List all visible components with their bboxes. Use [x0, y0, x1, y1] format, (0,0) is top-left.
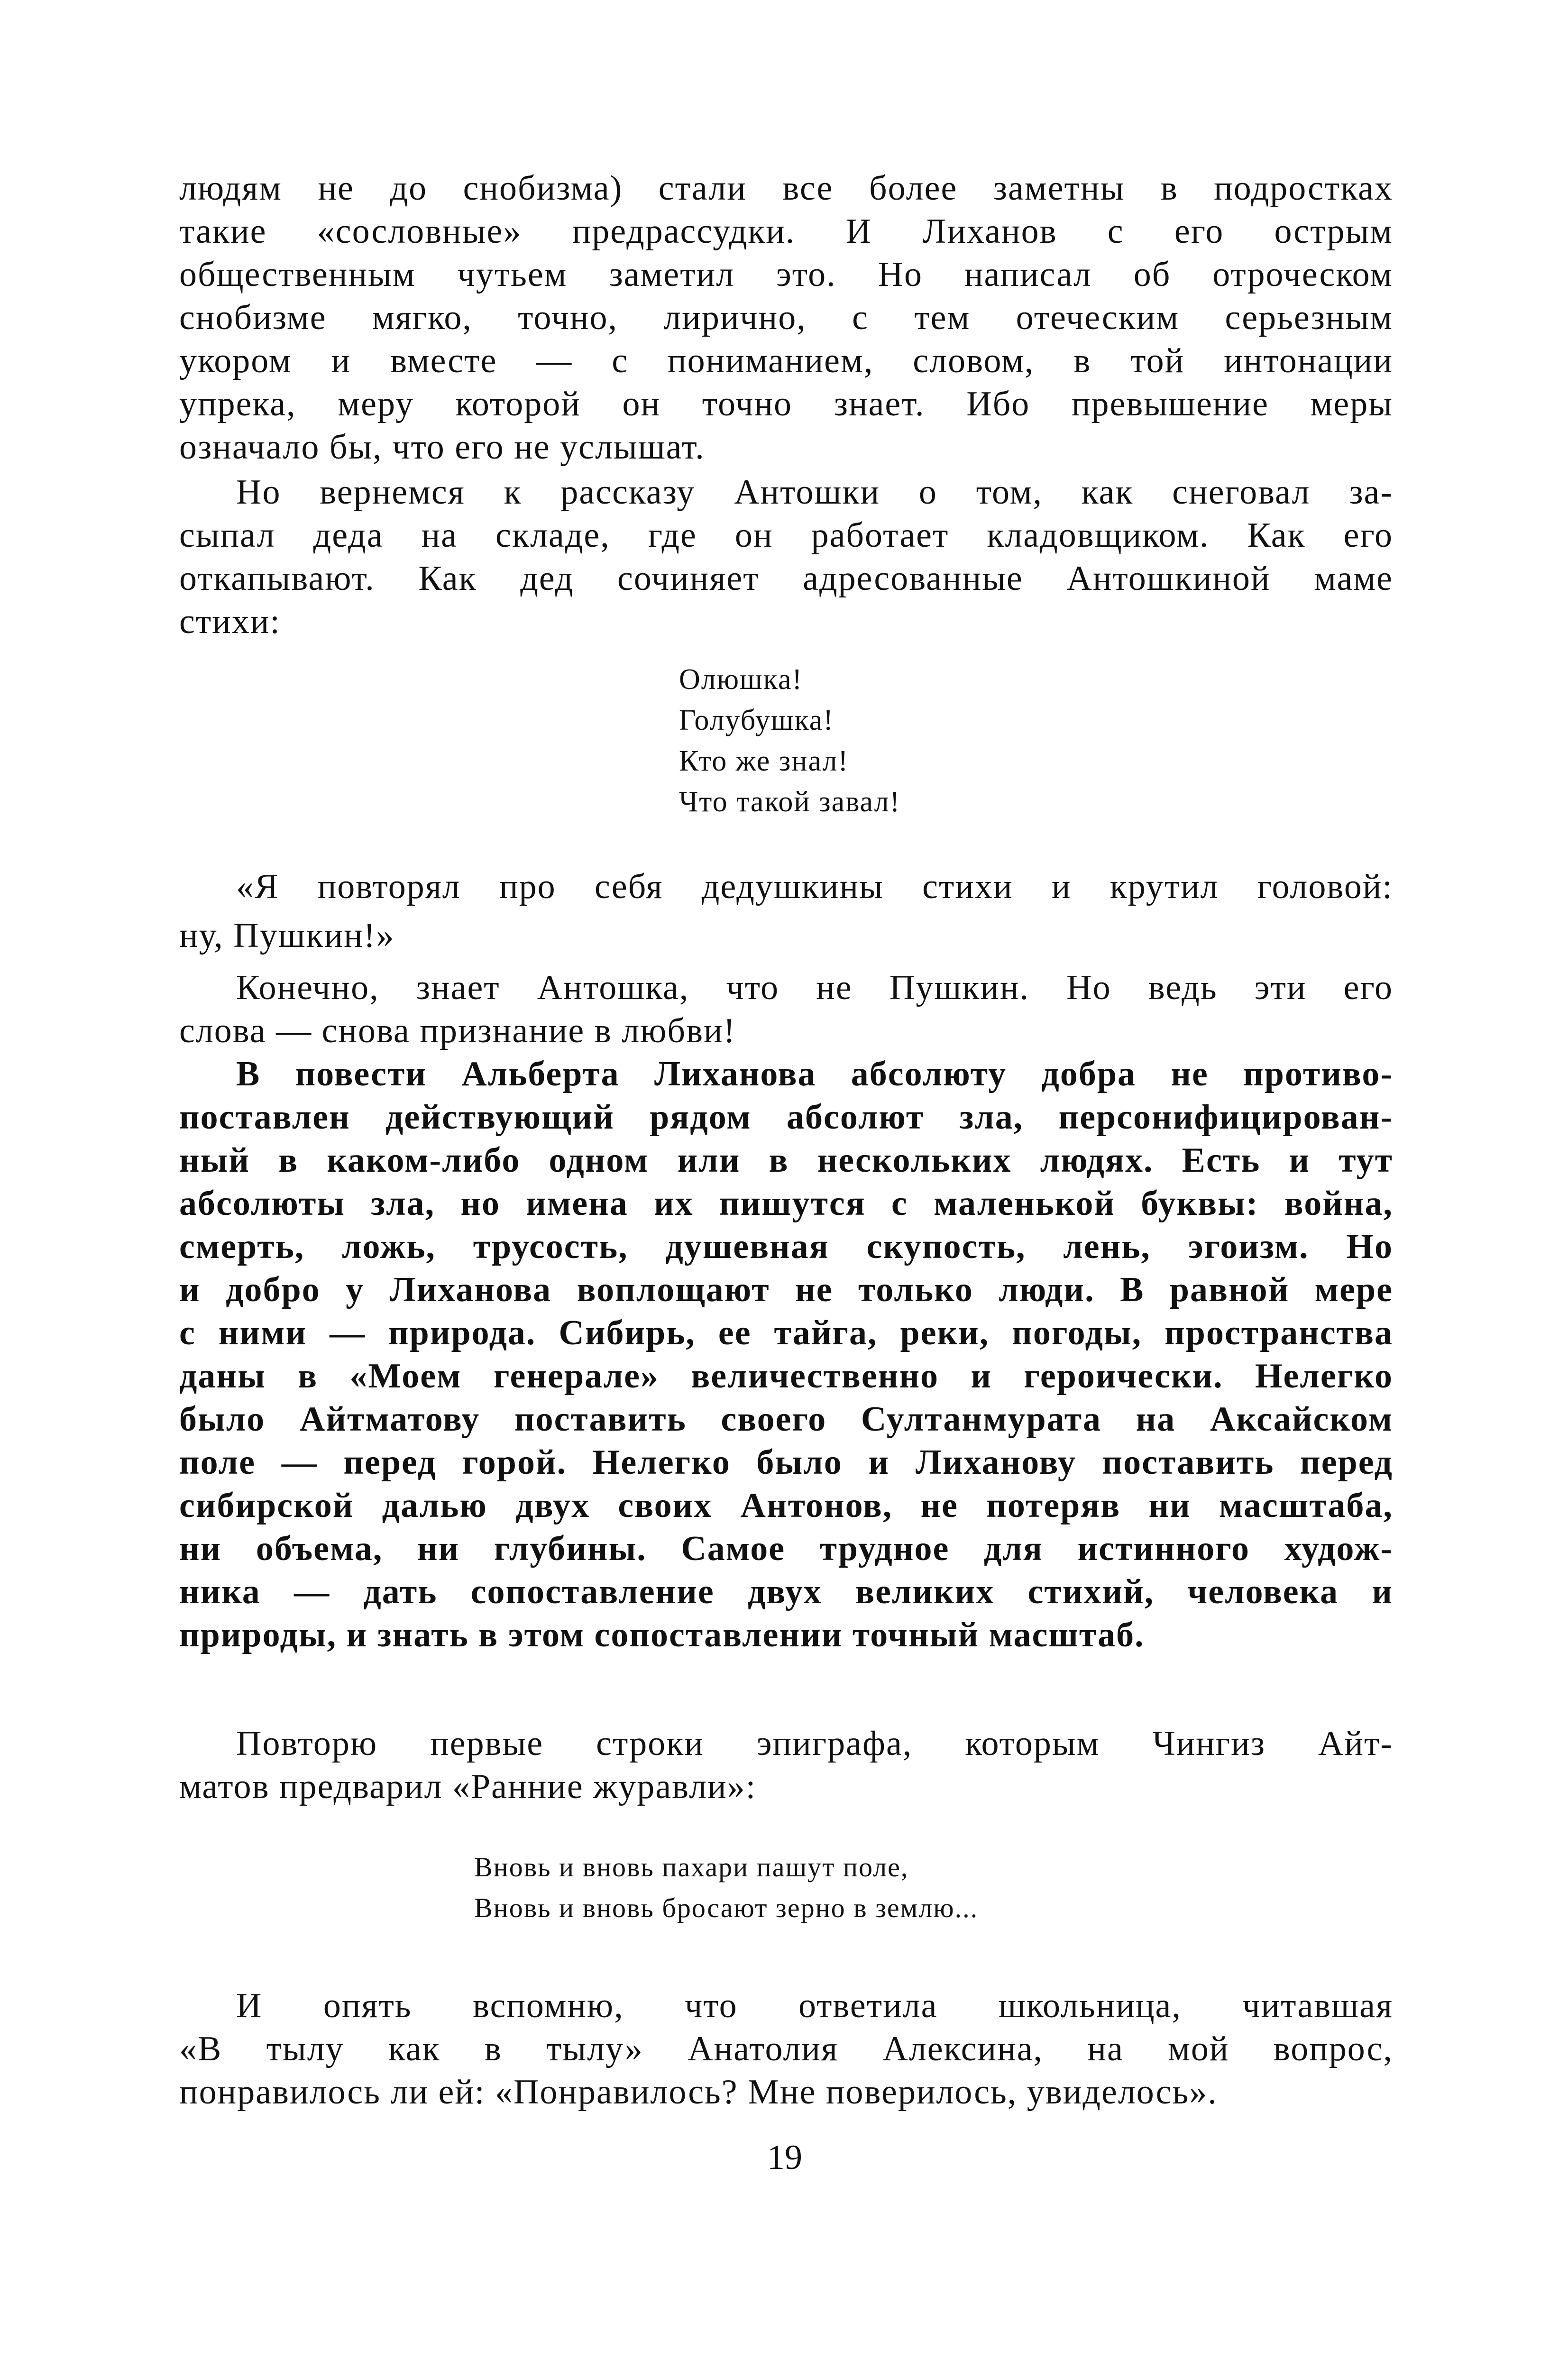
text-line: поле — перед горой. Нелегко было и Лиханову поставить перед: [179, 1443, 1393, 1482]
text-line: было Айтматову поставить своего Султанмурата на Аксайском: [179, 1400, 1393, 1439]
text-line: стихи:: [179, 602, 281, 641]
text-line: Конечно, знает Антошка, что не Пушкин. Но ведь эти его: [236, 968, 1393, 1007]
verse-line: Вновь и вновь бросают зерно в землю...: [474, 1892, 979, 1923]
text-line: понравилось ли ей: «Понравилось? Мне поверилось, увиделось».: [179, 2073, 1218, 2112]
text-line: И опять вспомню, что ответила школьница, читавшая: [236, 1986, 1393, 2025]
text-line: ника — дать сопоставление двух великих стихий, человека и: [179, 1572, 1393, 1611]
text-line: ни объема, ни глубины. Самое трудное для истинного худож-: [179, 1529, 1393, 1568]
verse-line: Вновь и вновь пахари пашут поле,: [474, 1852, 909, 1882]
text-line: сибирской далью двух своих Антонов, не потеряв ни масштаба,: [179, 1486, 1393, 1525]
paragraph-schoolgirl: [179, 1984, 1393, 2114]
paragraph-love: [179, 966, 1393, 1053]
verse-grandfather: [679, 659, 900, 822]
page-number: 19: [767, 2138, 802, 2177]
verse-line: Кто же знал!: [679, 745, 849, 777]
text-line: снобизме мягко, точно, лирично, с тем отеческим серьезным: [179, 298, 1393, 337]
text-line: людям не до снобизма) стали все более заметны в подростках: [179, 169, 1393, 208]
text-line: упрека, меру которой он точно знает. Ибо превышение меры: [179, 385, 1393, 423]
text-line: матов предварил «Ранние журавли»:: [179, 1767, 757, 1806]
text-line: ну, Пушкин!»: [179, 916, 395, 955]
verse-line: Что такой завал!: [679, 786, 901, 818]
text-line: общественным чутьем заметил это. Но написал об отроческом: [179, 255, 1393, 294]
text-line: укором и вместе — с пониманием, словом, в той интонации: [179, 341, 1393, 380]
verse-epigraph: [474, 1847, 978, 1928]
verse-line: Голубушка!: [679, 704, 834, 736]
verse-line: Олюшка!: [679, 663, 803, 696]
text-line: Повторю первые строки эпиграфа, которым Чингиз Айт-: [236, 1724, 1393, 1763]
text-line: природы, и знать в этом сопоставлении точный масштаб.: [179, 1616, 1145, 1654]
text-line: смерть, ложь, трусость, душевная скупость, лень, эгоизм. Но: [179, 1227, 1393, 1266]
text-line: откапывают. Как дед сочиняет адресованные Антошкиной маме: [179, 559, 1393, 598]
text-line: абсолюты зла, но имена их пишутся с маленькой буквы: война,: [179, 1184, 1393, 1223]
text-line: даны в «Моем генерале» величественно и героически. Нелегко: [179, 1357, 1393, 1396]
text-line: сыпал деда на складе, где он работает кладовщиком. Как его: [179, 516, 1393, 555]
paragraph-quote-pushkin: [179, 865, 1393, 957]
text-line: с ними — природа. Сибирь, ее тайга, реки, погоды, пространства: [179, 1313, 1393, 1352]
paragraph-snobbery: [179, 167, 1393, 469]
text-line: Но вернемся к рассказу Антошки о том, как снеговал за-: [236, 473, 1393, 512]
text-line: В повести Альберта Лиханова абсолюту добра не противо-: [236, 1055, 1393, 1093]
paragraph-good-evil: [179, 1053, 1393, 1657]
paragraph-epigraph-intro: [179, 1722, 1393, 1809]
text-line: означало бы, что его не услышат.: [179, 428, 705, 467]
text-line: ный в каком-либо одном или в нескольких людях. Есть и тут: [179, 1141, 1393, 1180]
text-line: «Я повторял про себя дедушкины стихи и крутил головой:: [236, 867, 1393, 906]
text-line: и добро у Лиханова воплощают не только люди. В равной мере: [179, 1270, 1393, 1309]
text-line: такие «сословные» предрассудки. И Лиханов с его острым: [179, 212, 1393, 251]
text-line: слова — снова признание в любви!: [179, 1011, 736, 1050]
text-line: поставлен действующий рядом абсолют зла, персонифицирован-: [179, 1098, 1393, 1137]
paragraph-antoshka-story: [179, 471, 1393, 643]
text-line: «В тылу как в тылу» Анатолия Алексина, на мой вопрос,: [179, 2029, 1393, 2068]
